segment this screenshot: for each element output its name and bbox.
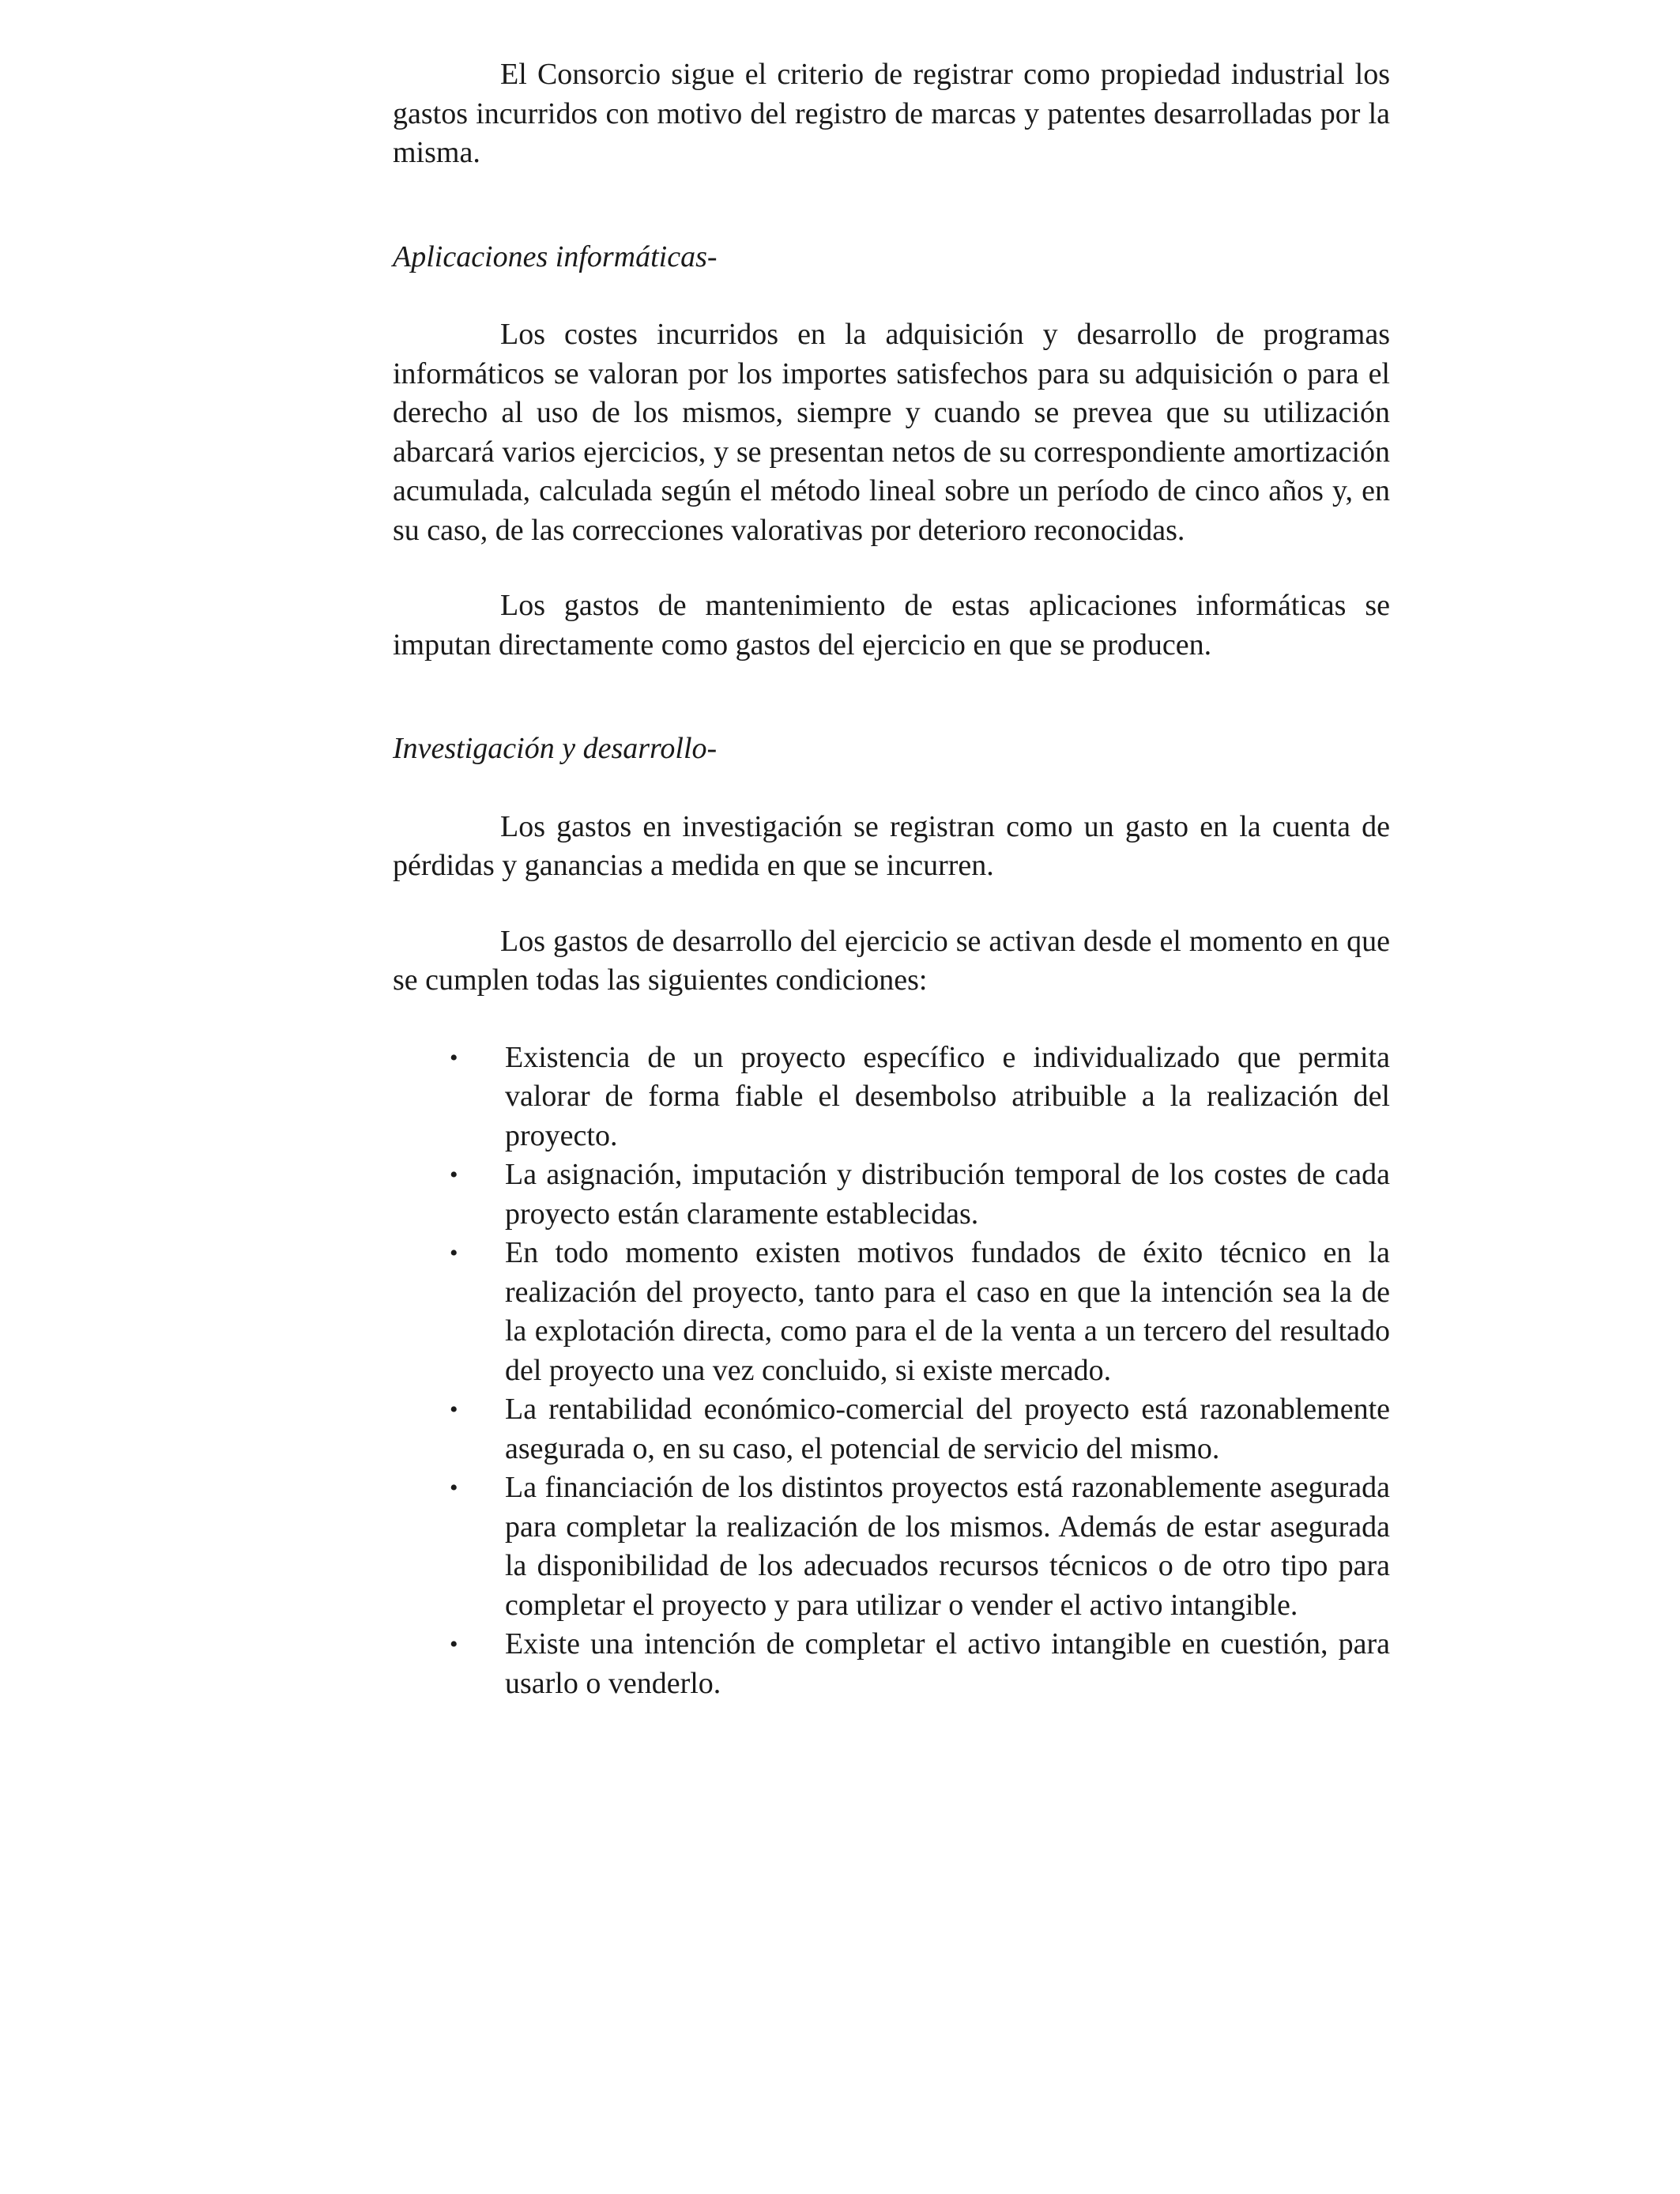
list-item-text: Existe una intención de completar el activo intangible en cuestión, para usarlo o venderlo. — [505, 1627, 1390, 1700]
bullet-icon: • — [450, 1475, 458, 1501]
list-item — [450, 1390, 1390, 1468]
list-item-text: La rentabilidad económico-comercial del proyecto está razonablemente asegurada o, en su caso, el potencial de servicio del mismo. — [505, 1393, 1390, 1465]
rd-paragraph-2: Los gastos de desarrollo del ejercicio se activan desde el momento en que se cumplen todas las siguientes condiciones: — [393, 924, 1390, 997]
list-item-text: La asignación, imputación y distribución temporal de los costes de cada proyecto están claramente establecidas. — [505, 1158, 1390, 1231]
bullet-icon: • — [450, 1240, 458, 1266]
list-item-text: En todo momento existen motivos fundados de éxito técnico en la realización del proyecto, tanto para el caso en que la intención sea la de la explotación directa, como para el de la venta a un tercero del resultado del proyecto una vez concluido, si existe mercado. — [505, 1236, 1390, 1387]
intro-paragraph: El Consorcio sigue el criterio de registrar como propiedad industrial los gastos incurridos con motivo del registro de marcas y patentes desarrolladas por la misma. — [393, 58, 1390, 169]
list-item — [450, 1039, 1390, 1156]
conditions-list — [393, 1039, 1390, 1704]
list-item — [450, 1155, 1390, 1234]
heading-investigacion-desarrollo: Investigación y desarrollo- — [393, 732, 718, 765]
document-page — [393, 55, 1390, 1703]
list-item — [450, 1625, 1390, 1703]
bullet-icon: • — [450, 1397, 458, 1423]
bullet-icon: • — [450, 1162, 458, 1188]
apps-paragraph-1: Los costes incurridos en la adquisición y desarrollo de programas informáticos se valoran por los importes satisfechos para su adquisición o para el derecho al uso de los mismos, siempre y cuando se prevea que su utilización abarcará varios ejercicios, y se presentan netos de su correspondiente amortización acumulada, calculada según el método lineal sobre un período de cinco años y, en su caso, de las correcciones valorativas por deterioro reconocidas. — [393, 318, 1390, 547]
list-item — [450, 1234, 1390, 1390]
bullet-icon: • — [450, 1631, 458, 1657]
apps-paragraph-2: Los gastos de mantenimiento de estas aplicaciones informáticas se imputan directamente como gastos del ejercicio en que se producen. — [393, 589, 1390, 662]
bullet-icon: • — [450, 1044, 458, 1071]
list-item — [450, 1468, 1390, 1625]
list-item-text: La financiación de los distintos proyectos está razonablemente asegurada para completar la realización de los mismos. Además de estar asegurada la disponibilidad de los adecuados recursos técnicos o de otro tipo para completar el proyecto y para utilizar o vender el activo intangible. — [505, 1471, 1390, 1622]
rd-paragraph-1: Los gastos en investigación se registran como un gasto en la cuenta de pérdidas y ganancias a medida en que se incurren. — [393, 809, 1390, 882]
list-item-text: Existencia de un proyecto específico e individualizado que permita valorar de forma fiable el desembolso atribuible a la realización del proyecto. — [505, 1040, 1390, 1152]
heading-aplicaciones-informaticas: Aplicaciones informáticas- — [393, 239, 718, 273]
